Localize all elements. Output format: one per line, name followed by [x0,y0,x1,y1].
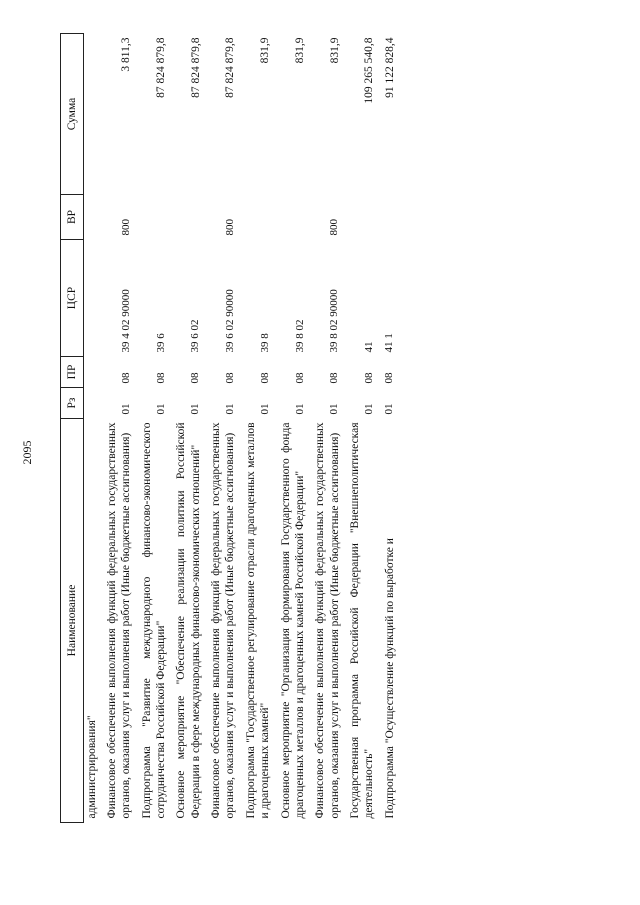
row-vr [241,195,276,240]
header-pr: ПР [61,357,84,388]
table-row [171,34,206,823]
row-sum: 87 824 879,8 [189,37,202,98]
row-pr: 08 [189,372,202,384]
row-pr: 08 [363,372,375,384]
row-rz: 01 [258,403,271,415]
row-rz: 01 [328,403,341,415]
header-vr: ВР [61,195,84,240]
header-name: Наименование [61,419,84,823]
row-rz: 01 [224,403,236,415]
row-sum: 831,9 [259,37,272,64]
row-pr: 08 [224,372,236,384]
row-name: Финансовое обеспечение выполнения функций федеральных государственных органов, оказания услуг и выполнения работ (Иные бюджетные ассигнования) [105,422,133,819]
budget-table [60,33,400,823]
row-csr: 39 6 [154,333,167,353]
row-rz: 01 [293,403,306,415]
table-row [102,34,137,823]
row-csr: 39 8 [258,333,271,353]
row-sum: 87 824 879,8 [154,37,167,98]
row-name: Основное мероприятие "Обеспечение реализации политики Российской Федерации в сфере международных финансово-экономических отношений" [175,422,202,819]
row-name: Подпрограмма "Государственное регулирование отрасли драгоценных металлов и драгоценных камней" [244,422,272,819]
row-rz: 01 [189,403,202,415]
table-header-row [61,34,84,823]
row-pr: 08 [328,372,341,384]
row-name: Подпрограмма "Осуществление функций по выработке и [383,538,396,819]
header-csr: ЦСР [61,240,84,357]
row-vr: 800 [119,219,132,236]
row-sum: 831,9 [328,37,341,64]
table-row [310,34,345,823]
row-csr: 41 [363,341,375,353]
row-pr: 08 [154,372,167,384]
row-vr [171,195,206,240]
page-number: 2095 [20,440,34,465]
row-sum: 87 824 879,8 [224,37,237,98]
table-row [241,34,276,823]
row-vr: 800 [328,219,341,236]
continuation-text: администрирования" [86,715,99,819]
row-vr [137,195,172,240]
table-row [206,34,241,823]
row-rz: 01 [363,403,375,415]
row-name: Подпрограмма "Развитие международного финансово-экономического сотрудничества Российской Федерации" [140,422,167,819]
row-rz: 01 [383,403,396,415]
row-csr: 39 4 02 90000 [119,289,132,353]
continuation-row [84,34,102,823]
table-row [345,34,380,823]
row-csr: 41 1 [383,333,396,353]
table-row [380,34,400,823]
row-name: Государственная программа Российской Федерации "Внешнеполитическая деятельность" [349,422,376,819]
row-name: Финансовое обеспечение выполнения функций федеральных государственных органов, оказания услуг и выполнения работ (Иные бюджетные ассигнования) [210,422,237,819]
header-rz: Рз [61,388,84,419]
row-vr [380,195,400,240]
row-sum: 109 265 540,8 [363,37,376,104]
row-sum: 3 811,3 [120,37,133,72]
table-row [276,34,311,823]
row-name: Финансовое обеспечение выполнения функций федеральных государственных органов, оказания услуг и выполнения работ (Иные бюджетные ассигнования) [314,422,341,819]
row-pr: 08 [383,372,396,384]
row-csr: 39 6 02 90000 [224,289,236,353]
row-csr: 39 8 02 [293,319,306,353]
row-pr: 08 [119,372,132,384]
row-csr: 39 8 02 90000 [328,289,341,353]
row-vr [345,195,380,240]
row-sum: 91 122 828,4 [383,37,396,98]
row-rz: 01 [119,403,132,415]
row-pr: 08 [293,372,306,384]
header-sum: Сумма [61,34,84,195]
table-row [137,34,172,823]
row-name: Основное мероприятие "Организация формирования Государственного фонда драгоценных металлов и драгоценных камней Российской Федерации" [279,422,306,819]
row-sum: 831,9 [293,37,306,64]
row-pr: 08 [258,372,271,384]
row-csr: 39 6 02 [189,319,202,353]
row-rz: 01 [154,403,167,415]
row-vr: 800 [224,219,236,236]
row-vr [276,195,311,240]
